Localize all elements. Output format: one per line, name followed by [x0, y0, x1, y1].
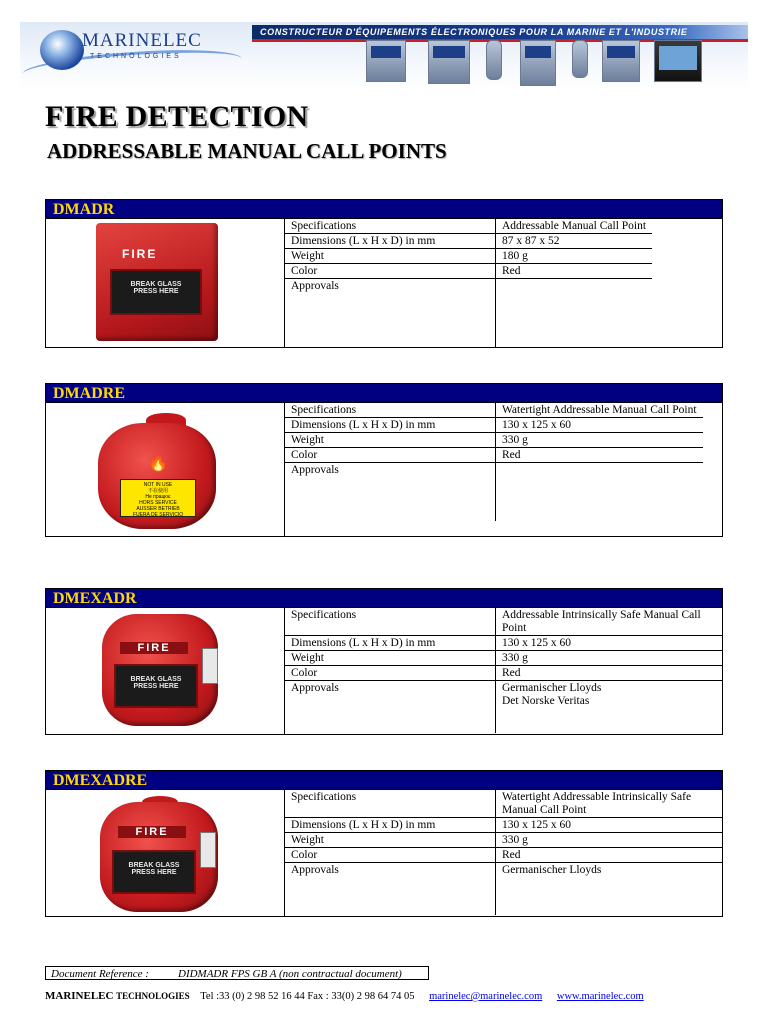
call-point-image [100, 802, 218, 912]
spec-value [496, 279, 653, 347]
spec-value: Red [496, 448, 703, 463]
spec-row [285, 403, 703, 418]
spec-row [285, 818, 722, 833]
spec-value: Watertight Addressable Manual Call Point [496, 403, 703, 418]
spec-label: Dimensions (L x H x D) in mm [285, 418, 496, 433]
product-photo [46, 403, 285, 536]
spec-label: Specifications [285, 403, 496, 418]
spec-row [285, 249, 652, 264]
label-text: HORS SERVICE [139, 500, 177, 506]
spec-label: Specifications [285, 608, 496, 636]
footer-website-link[interactable]: www.marinelec.com [556, 991, 644, 1002]
label-text: AUSSER BETRIEB [136, 506, 180, 512]
spec-label: Specifications [285, 219, 496, 234]
spec-label: Dimensions (L x H x D) in mm [285, 636, 496, 651]
globe-logo-icon [40, 30, 84, 70]
spec-value [496, 463, 703, 521]
spec-row [285, 234, 652, 249]
product-photo [46, 219, 285, 347]
spec-label: Approvals [285, 681, 496, 733]
product-block-dmexadr [45, 588, 723, 735]
document-reference-label: Document Reference : [51, 968, 149, 980]
footer-email-link[interactable]: marinelec@marinelec.com [429, 991, 543, 1002]
equipment-panel-icon [428, 40, 470, 84]
spec-value: 330 g [496, 651, 723, 666]
spec-table [285, 608, 722, 733]
monitor-icon [654, 40, 702, 82]
spec-value: 180 g [496, 249, 653, 264]
equipment-panel-icon [486, 40, 502, 80]
spec-label: Weight [285, 433, 496, 448]
spec-label: Approvals [285, 863, 496, 915]
fire-label: FIRE [122, 247, 158, 261]
not-in-use-label [120, 479, 196, 517]
spec-value: 130 x 125 x 60 [496, 636, 723, 651]
spec-label: Color [285, 666, 496, 681]
spec-row [285, 279, 652, 347]
spec-table [285, 403, 703, 521]
product-body [45, 219, 723, 348]
footer-company-suffix: TECHNOLOGIES [116, 991, 190, 1001]
spec-row [285, 651, 722, 666]
spec-row [285, 219, 652, 234]
product-code-header: DMADRE [45, 383, 723, 403]
footer-phone-fax: Tel :33 (0) 2 98 52 16 44 Fax : 33(0) 2 98 64 74 05 [200, 991, 415, 1002]
label-text: 不在使用 [147, 488, 168, 494]
spec-value: Germanischer Lloyds Det Norske Veritas [502, 682, 602, 707]
banner-tagline: CONSTRUCTEUR D'ÉQUIPEMENTS ÉLECTRONIQUES POUR LA MARINE ET L'INDUSTRIE [252, 25, 748, 39]
label-text: Не працює [145, 494, 171, 500]
spec-row [285, 448, 703, 463]
call-point-image [98, 423, 216, 529]
product-body [45, 608, 723, 735]
product-block-dmadre [45, 383, 723, 537]
product-photo [46, 790, 285, 916]
spec-value: 130 x 125 x 60 [496, 418, 703, 433]
product-code-header: DMADR [45, 199, 723, 219]
press-here-text: PRESS HERE [133, 288, 179, 295]
header-banner [20, 22, 748, 90]
spec-label: Approvals [285, 279, 496, 347]
call-point-image [102, 614, 218, 726]
footer-contact [45, 990, 644, 1002]
spec-label: Color [285, 448, 496, 463]
label-text: NOT IN USE [143, 482, 173, 488]
spec-row [285, 463, 703, 521]
spec-row [285, 608, 722, 636]
spec-row [285, 833, 722, 848]
spec-row [285, 848, 722, 863]
spec-label: Color [285, 264, 496, 279]
company-logo-text: MARINELEC [82, 30, 202, 51]
spec-value: 87 x 87 x 52 [496, 234, 653, 249]
break-glass-text: BREAK GLASS [130, 676, 182, 683]
spec-value: Red [496, 264, 653, 279]
document-reference [45, 966, 429, 980]
break-glass-text: BREAK GLASS [128, 862, 180, 869]
side-label-tag [202, 648, 218, 684]
spec-row [285, 264, 652, 279]
spec-value: Red [496, 848, 723, 863]
label-text: FUERA DE SERVICIO [132, 512, 184, 518]
spec-table [285, 219, 652, 347]
call-point-image [96, 223, 218, 341]
spec-value: 130 x 125 x 60 [496, 818, 723, 833]
break-glass-text: BREAK GLASS [130, 281, 182, 288]
spec-value: Addressable Intrinsically Safe Manual Call Point [496, 608, 723, 636]
spec-row [285, 433, 703, 448]
spec-row [285, 790, 722, 818]
product-code-header: DMEXADR [45, 588, 723, 608]
spec-label: Dimensions (L x H x D) in mm [285, 818, 496, 833]
product-block-dmadr [45, 199, 723, 348]
spec-label: Specifications [285, 790, 496, 818]
document-reference-value: DIDMADR FPS GB A (non contractual document) [178, 968, 402, 980]
spec-table [285, 790, 722, 915]
spec-label: Dimensions (L x H x D) in mm [285, 234, 496, 249]
spec-row [285, 418, 703, 433]
equipment-panel-icon [602, 40, 640, 82]
spec-label: Weight [285, 833, 496, 848]
press-here-text: PRESS HERE [133, 683, 179, 690]
product-photo [46, 608, 285, 734]
break-glass-window [110, 269, 202, 315]
page-title: FIRE DETECTION [45, 100, 309, 133]
press-here-text: PRESS HERE [131, 869, 177, 876]
fire-label: FIRE [118, 826, 186, 838]
product-body [45, 403, 723, 537]
spec-row [285, 636, 722, 651]
equipment-panel-icon [572, 40, 588, 78]
spec-value: 330 g [496, 433, 703, 448]
page-subtitle: ADDRESSABLE MANUAL CALL POINTS [47, 139, 447, 163]
product-block-dmexadre [45, 770, 723, 917]
equipment-panel-icon [520, 40, 556, 86]
spec-row [285, 666, 722, 681]
spec-value: Germanischer Lloyds [502, 864, 602, 876]
fire-label: FIRE [120, 642, 188, 654]
equipment-panel-icon [366, 40, 406, 82]
spec-label: Weight [285, 249, 496, 264]
fire-symbol-icon: 🔥 [148, 453, 168, 472]
break-glass-window [114, 664, 198, 708]
spec-value: Red [496, 666, 723, 681]
spec-label: Approvals [285, 463, 496, 521]
product-body [45, 790, 723, 917]
spec-label: Color [285, 848, 496, 863]
spec-value: Addressable Manual Call Point [496, 219, 653, 234]
break-glass-window [112, 850, 196, 894]
footer-company-name: MARINELEC [45, 990, 114, 1002]
spec-value: Watertight Addressable Intrinsically Safe Manual Call Point [496, 790, 723, 818]
spec-row [285, 681, 722, 733]
spec-row [285, 863, 722, 915]
spec-value: 330 g [496, 833, 723, 848]
company-logo-subtext: TECHNOLOGIES [90, 53, 182, 60]
product-code-header: DMEXADRE [45, 770, 723, 790]
side-label-tag [200, 832, 216, 868]
spec-label: Weight [285, 651, 496, 666]
